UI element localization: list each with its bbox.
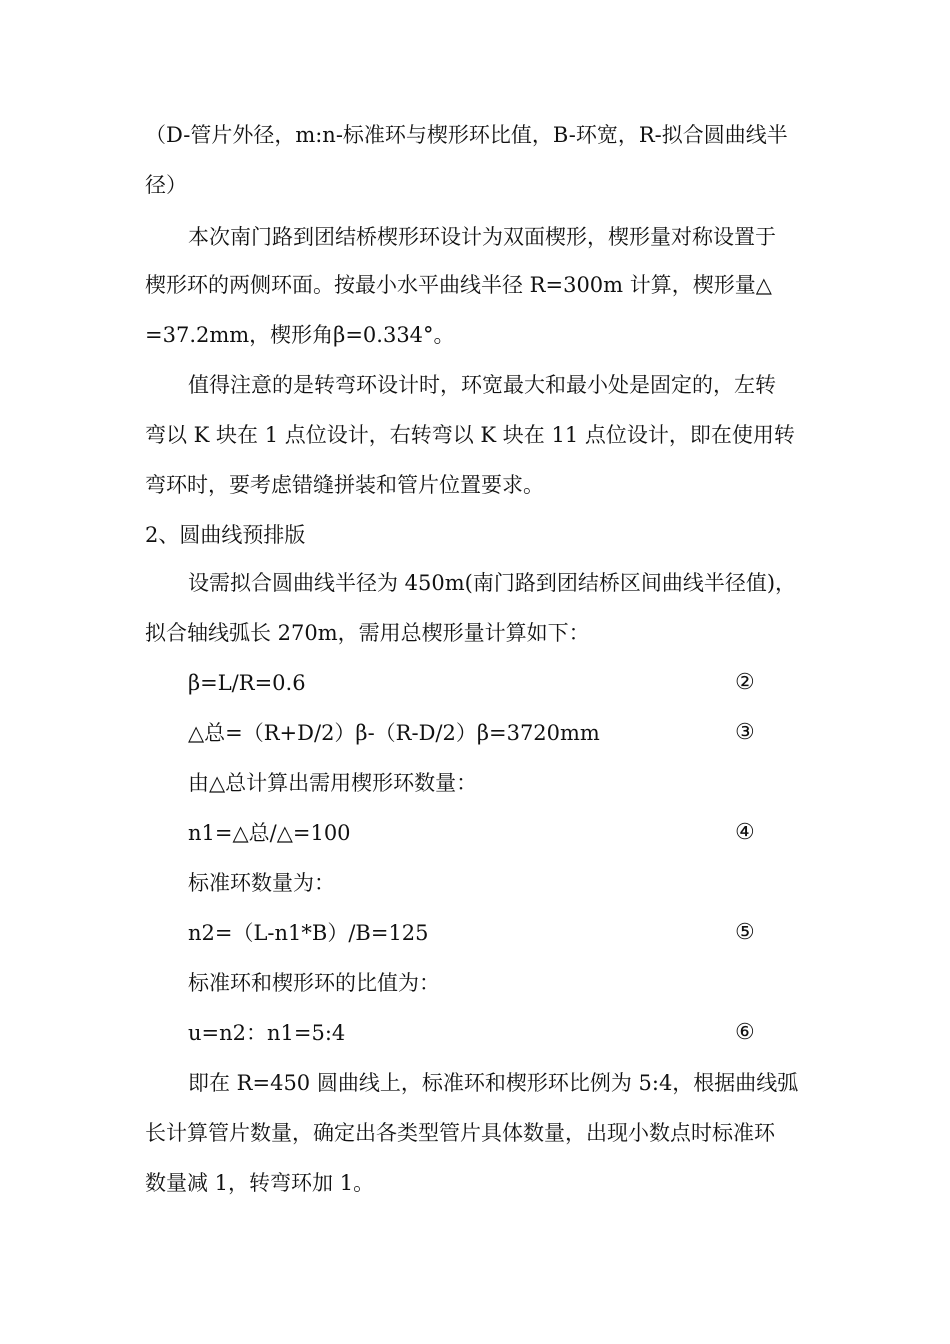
paragraph-1-line-1: 本次南门路到团结桥楔形环设计为双面楔形，楔形量对称设置于 [188,225,776,249]
definition-line-2: 径） [145,173,187,197]
equation-formula: β=L/R=0.6 [188,671,306,695]
equation-number: ② [735,670,755,695]
paragraph-4-line-2: 长计算管片数量，确定出各类型管片具体数量，出现小数点时标准环 [145,1121,775,1145]
equation-formula: u=n2：n1=5:4 [188,1021,346,1045]
equation-number: ③ [735,720,755,745]
section-heading: 2、圆曲线预排版 [145,523,306,547]
equation-formula: △总=（R+D/2）β-（R-D/2）β=3720mm [188,721,600,745]
equation-formula: n2=（L-n1*B）/B=125 [188,921,429,945]
paragraph-4-line-3: 数量减 1，转弯环加 1。 [145,1171,375,1195]
paragraph-3-line-2: 拟合轴线弧长 270m，需用总楔形量计算如下： [145,621,590,645]
equation-formula: n1=△总/△=100 [188,821,351,845]
standard-count-label: 标准环数量为： [188,871,335,895]
paragraph-4-line-1: 即在 R=450 圆曲线上，标准环和楔形环比例为 5:4，根据曲线弧 [188,1071,799,1095]
wedge-count-label: 由△总计算出需用楔形环数量： [188,771,478,795]
equation-number: ⑥ [735,1020,755,1045]
paragraph-2-line-3: 弯环时，要考虑错缝拼装和管片位置要求。 [145,473,544,497]
paragraph-2-line-1: 值得注意的是转弯环设计时，环宽最大和最小处是固定的，左转 [188,373,776,397]
paragraph-1-line-2: 楔形环的两侧环面。按最小水平曲线半径 R=300m 计算，楔形量△ [145,273,772,297]
ratio-label: 标准环和楔形环的比值为： [188,971,440,995]
paragraph-1-line-3: =37.2mm，楔形角β=0.334°。 [145,323,455,347]
equation-number: ④ [735,820,755,845]
paragraph-2-line-2: 弯以 K 块在 1 点位设计，右转弯以 K 块在 11 点位设计，即在使用转 [145,423,795,447]
definition-line-1: （D-管片外径，m:n-标准环与楔形环比值，B-环宽，R-拟合圆曲线半 [145,123,788,147]
paragraph-3-line-1: 设需拟合圆曲线半径为 450m(南门路到团结桥区间曲线半径值)， [188,571,797,595]
equation-number: ⑤ [735,920,755,945]
